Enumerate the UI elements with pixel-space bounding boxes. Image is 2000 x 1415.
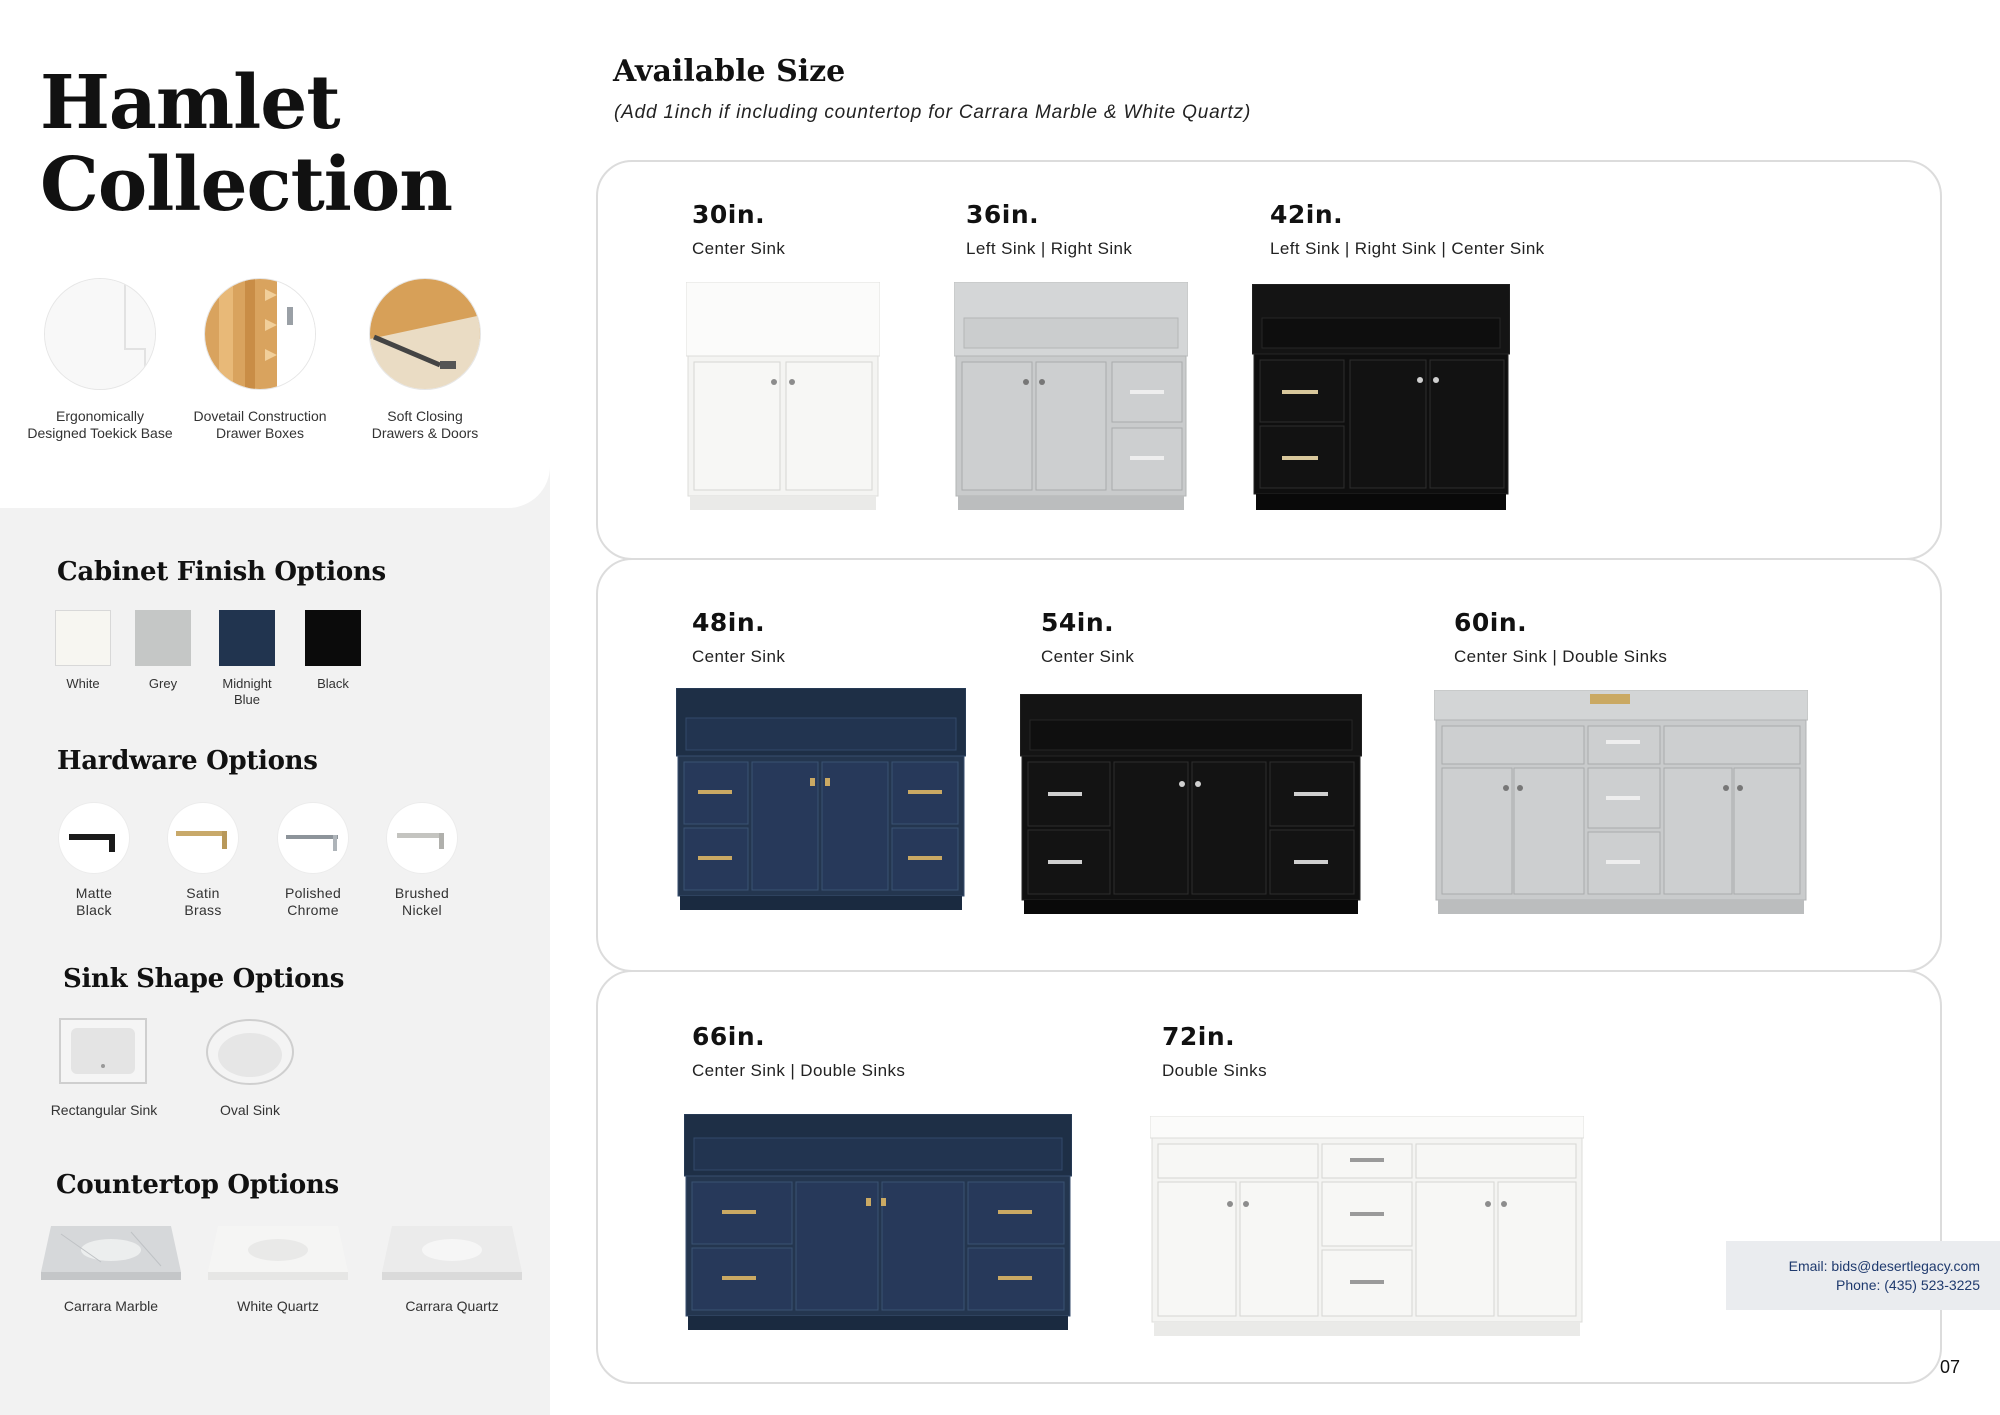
sink-heading: Sink Shape Options xyxy=(63,964,345,994)
page-number: 07 xyxy=(1940,1357,1961,1377)
sink-option-rectangular[interactable] xyxy=(29,1018,179,1118)
countertop-label: Carrara Quartz xyxy=(405,1298,499,1314)
feature-toekick xyxy=(15,278,185,442)
swatch-white xyxy=(55,610,111,666)
toekick-base-icon xyxy=(44,278,156,390)
finish-option-midnight-blue[interactable] xyxy=(218,610,276,708)
soft-close-icon xyxy=(369,278,481,390)
sink-label: Rectangular Sink xyxy=(50,1102,158,1118)
swatch-midnight-blue xyxy=(219,610,275,666)
size-30 xyxy=(692,200,785,259)
countertop-label: Carrara Marble xyxy=(63,1298,159,1314)
hardware-label: Brushed xyxy=(394,885,450,901)
feature-label: Drawers & Doors xyxy=(371,425,479,441)
size-label: 36in. xyxy=(966,200,1040,229)
swatch-black xyxy=(305,610,361,666)
vanity-42-image xyxy=(1252,284,1510,517)
title-line-1: Hamlet xyxy=(40,60,340,146)
hardware-heading: Hardware Options xyxy=(57,746,318,776)
size-48 xyxy=(692,608,785,667)
finish-option-grey[interactable] xyxy=(134,610,192,692)
satin-brass-pull-icon xyxy=(168,803,238,873)
swatch-label: Blue xyxy=(233,692,261,707)
sink-config: Left Sink | Right Sink | Center Sink xyxy=(1270,239,1545,258)
hardware-label: Brass xyxy=(184,902,222,918)
matte-black-pull-icon xyxy=(59,803,129,873)
hardware-option-polished-chrome[interactable] xyxy=(263,803,363,919)
dovetail-drawer-icon xyxy=(204,278,316,390)
hardware-label: Nickel xyxy=(402,902,442,918)
countertop-heading: Countertop Options xyxy=(56,1170,339,1200)
hardware-label: Satin xyxy=(186,885,220,901)
sink-option-oval[interactable] xyxy=(175,1018,325,1118)
size-label: 54in. xyxy=(1041,608,1115,637)
sink-config: Center Sink | Double Sinks xyxy=(692,1061,906,1080)
feature-soft-close xyxy=(340,278,510,442)
sink-config: Center Sink xyxy=(692,239,786,258)
size-label: 42in. xyxy=(1270,200,1344,229)
vanity-30-image xyxy=(686,282,880,517)
vanity-54-image xyxy=(1020,694,1362,921)
countertop-option-white-quartz[interactable] xyxy=(203,1222,353,1314)
rectangular-sink-icon xyxy=(59,1018,149,1086)
size-label: 66in. xyxy=(692,1022,766,1051)
hardware-label: Chrome xyxy=(287,902,339,918)
vanity-36-image xyxy=(954,282,1188,517)
swatch-grey xyxy=(135,610,191,666)
size-54 xyxy=(1041,608,1134,667)
white-quartz-countertop-icon xyxy=(208,1222,348,1284)
countertop-option-carrara-marble[interactable] xyxy=(36,1222,186,1314)
vanity-66-image xyxy=(684,1114,1072,1337)
oval-sink-icon xyxy=(205,1018,295,1086)
vanity-48-image xyxy=(676,688,966,915)
hardware-option-matte-black[interactable] xyxy=(44,803,144,919)
feature-label: Dovetail Construction xyxy=(193,408,327,424)
size-66 xyxy=(692,1022,905,1081)
hardware-label: Black xyxy=(76,902,112,918)
hardware-option-brushed-nickel[interactable] xyxy=(372,803,472,919)
contact-phone[interactable]: Phone: (435) 523-3225 xyxy=(1836,1277,1980,1293)
hardware-label: Matte xyxy=(75,885,113,901)
title-line-2: Collection xyxy=(40,142,453,228)
polished-chrome-pull-icon xyxy=(278,803,348,873)
feature-label: Soft Closing xyxy=(387,408,463,424)
vanity-60-image xyxy=(1434,690,1808,921)
sink-config: Center Sink xyxy=(692,647,786,666)
hardware-option-satin-brass[interactable] xyxy=(153,803,253,919)
contact-email[interactable]: Email: bids@desertlegacy.com xyxy=(1788,1258,1980,1274)
sink-label: Oval Sink xyxy=(220,1102,280,1118)
size-72 xyxy=(1162,1022,1267,1081)
sink-config: Center Sink xyxy=(1041,647,1135,666)
available-size-note: (Add 1inch if including countertop for Carrara Marble & White Quartz) xyxy=(614,102,1252,123)
carrara-quartz-countertop-icon xyxy=(382,1222,522,1284)
finish-option-black[interactable] xyxy=(304,610,362,692)
size-42 xyxy=(1270,200,1545,259)
finish-heading: Cabinet Finish Options xyxy=(57,557,386,587)
size-label: 48in. xyxy=(692,608,766,637)
size-label: 72in. xyxy=(1162,1022,1236,1051)
hardware-label: Polished xyxy=(284,885,342,901)
collection-title xyxy=(40,62,452,226)
swatch-label: Black xyxy=(317,676,349,691)
size-36 xyxy=(966,200,1132,259)
size-label: 60in. xyxy=(1454,608,1528,637)
finish-option-white[interactable] xyxy=(54,610,112,692)
feature-dovetail xyxy=(175,278,345,442)
size-60 xyxy=(1454,608,1667,667)
swatch-label: Midnight xyxy=(222,676,272,691)
swatch-label: White xyxy=(66,676,100,691)
contact-info xyxy=(1726,1241,2000,1310)
size-label: 30in. xyxy=(692,200,766,229)
sink-config: Left Sink | Right Sink xyxy=(966,239,1133,258)
sink-config: Double Sinks xyxy=(1162,1061,1267,1080)
sink-config: Center Sink | Double Sinks xyxy=(1454,647,1668,666)
vanity-72-image xyxy=(1150,1116,1584,1343)
brushed-nickel-pull-icon xyxy=(387,803,457,873)
available-size-heading: Available Size xyxy=(613,54,846,89)
countertop-option-carrara-quartz[interactable] xyxy=(377,1222,527,1314)
swatch-label: Grey xyxy=(148,676,178,691)
carrara-marble-countertop-icon xyxy=(41,1222,181,1284)
feature-label: Drawer Boxes xyxy=(216,425,304,441)
feature-label: Ergonomically xyxy=(56,408,144,424)
countertop-label: White Quartz xyxy=(237,1298,319,1314)
feature-label: Designed Toekick Base xyxy=(27,425,173,441)
